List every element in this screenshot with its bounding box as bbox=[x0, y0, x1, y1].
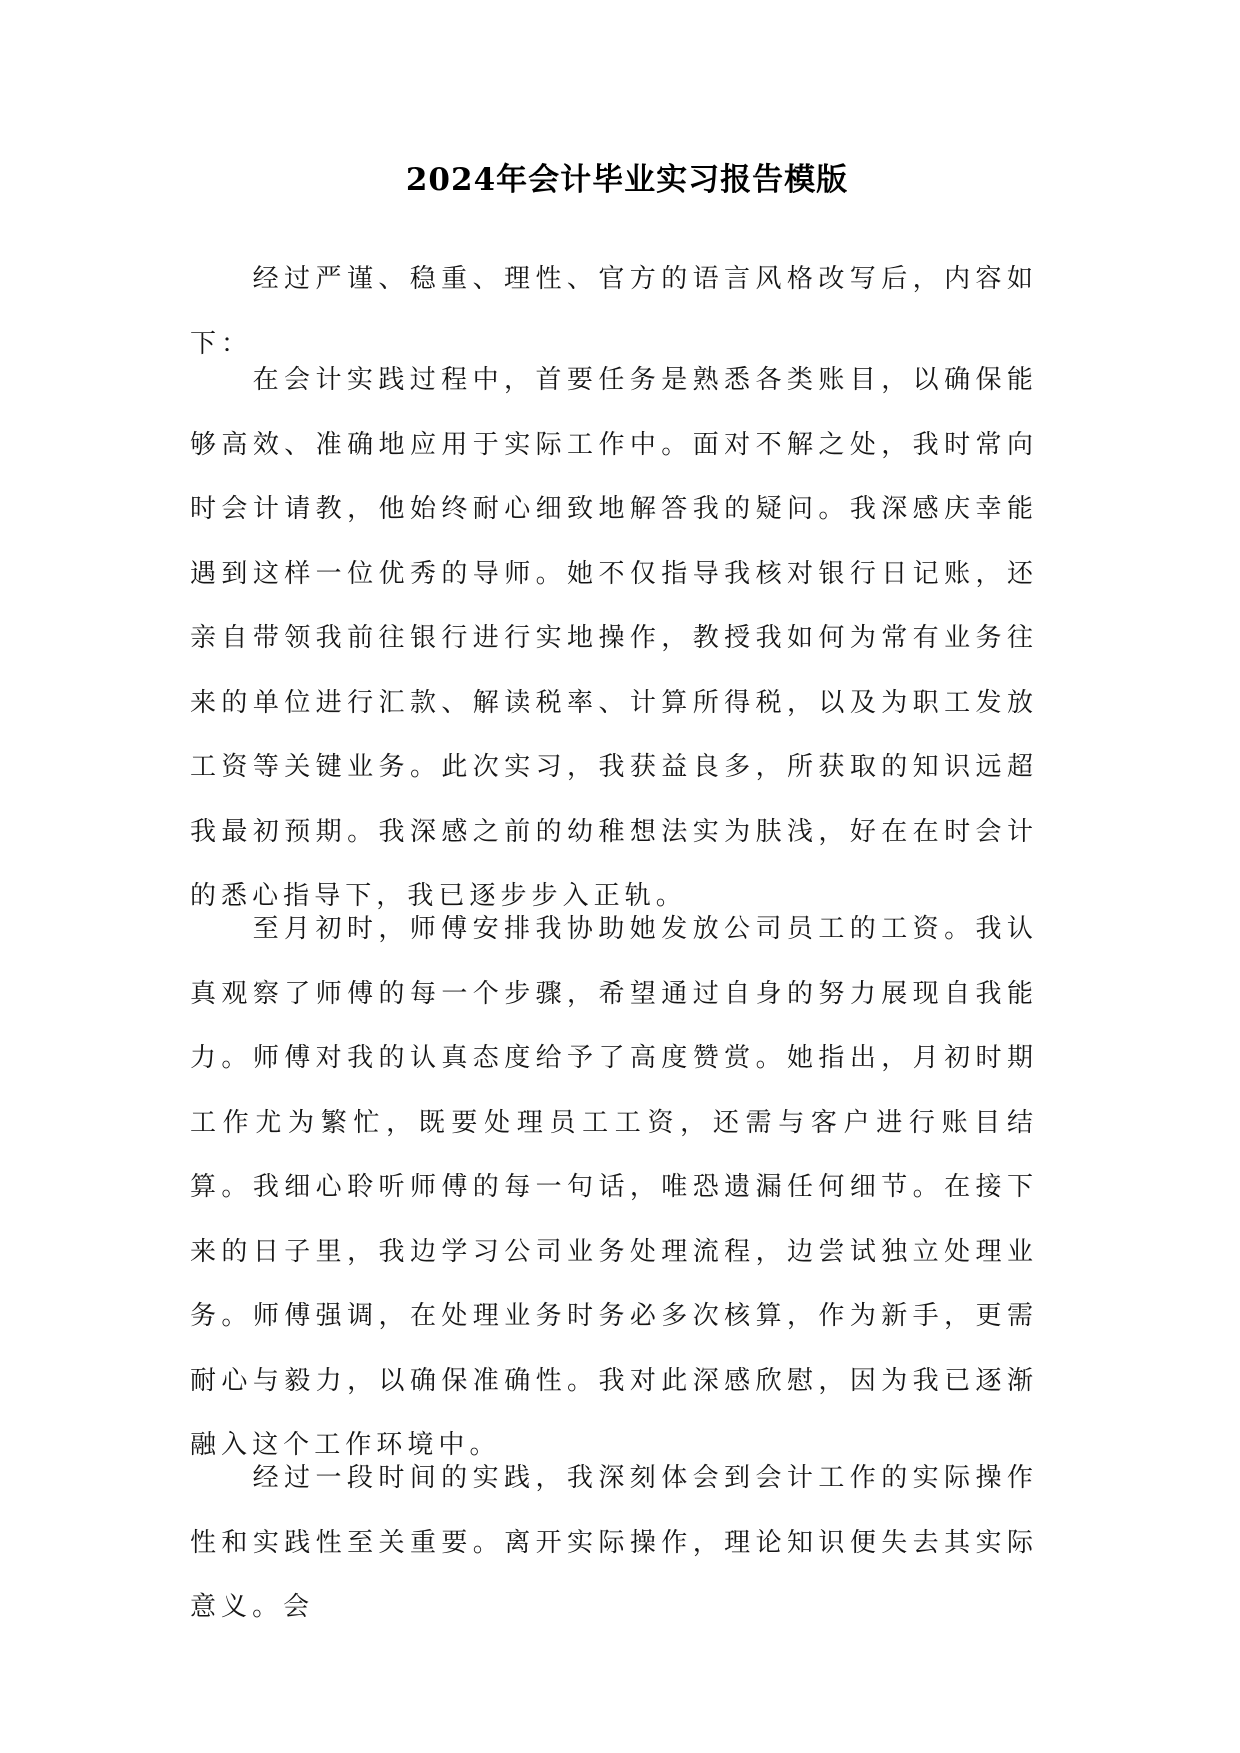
intro-paragraph: 经过严谨、稳重、理性、官方的语言风格改写后，内容如下： bbox=[190, 264, 1038, 359]
document-title: 2024年会计毕业实习报告模版 bbox=[405, 162, 849, 198]
body-paragraph-1: 在会计实践过程中，首要任务是熟悉各类账目，以确保能够高效、准确地应用于实际工作中。面对不解之处，我时常向时会计请教，他始终耐心细致地解答我的疑问。我深感庆幸能遇到这样一位优秀的导师。她不仅指导我核对银行日记账，还亲自带领我前往银行进行实地操作，教授我如何为常有业务往来的单位进行汇款、解读税率、计算所得税，以及为职工发放工资等关键业务。此次实习，我获益良多，所获取的知识远超我最初预期。我深感之前的幼稚想法实为肤浅，好在在时会计的悉心指导下，我已逐步步入正轨。 bbox=[190, 365, 1038, 911]
body-paragraph-3: 经过一段时间的实践，我深刻体会到会计工作的实际操作性和实践性至关重要。离开实际操作，理论知识便失去其实际意义。会 bbox=[190, 1463, 1038, 1622]
body-paragraph-2: 至月初时，师傅安排我协助她发放公司员工的工资。我认真观察了师傅的每一个步骤，希望通过自身的努力展现自我能力。师傅对我的认真态度给予了高度赞赏。她指出，月初时期工作尤为繁忙，既要处理员工工资，还需与客户进行账目结算。我细心聆听师傅的每一句话，唯恐遗漏任何细节。在接下来的日子里，我边学习公司业务处理流程，边尝试独立处理业务。师傅强调，在处理业务时务必多次核算，作为新手，更需耐心与毅力，以确保准确性。我对此深感欣慰，因为我已逐渐融入这个工作环境中。 bbox=[190, 914, 1038, 1460]
